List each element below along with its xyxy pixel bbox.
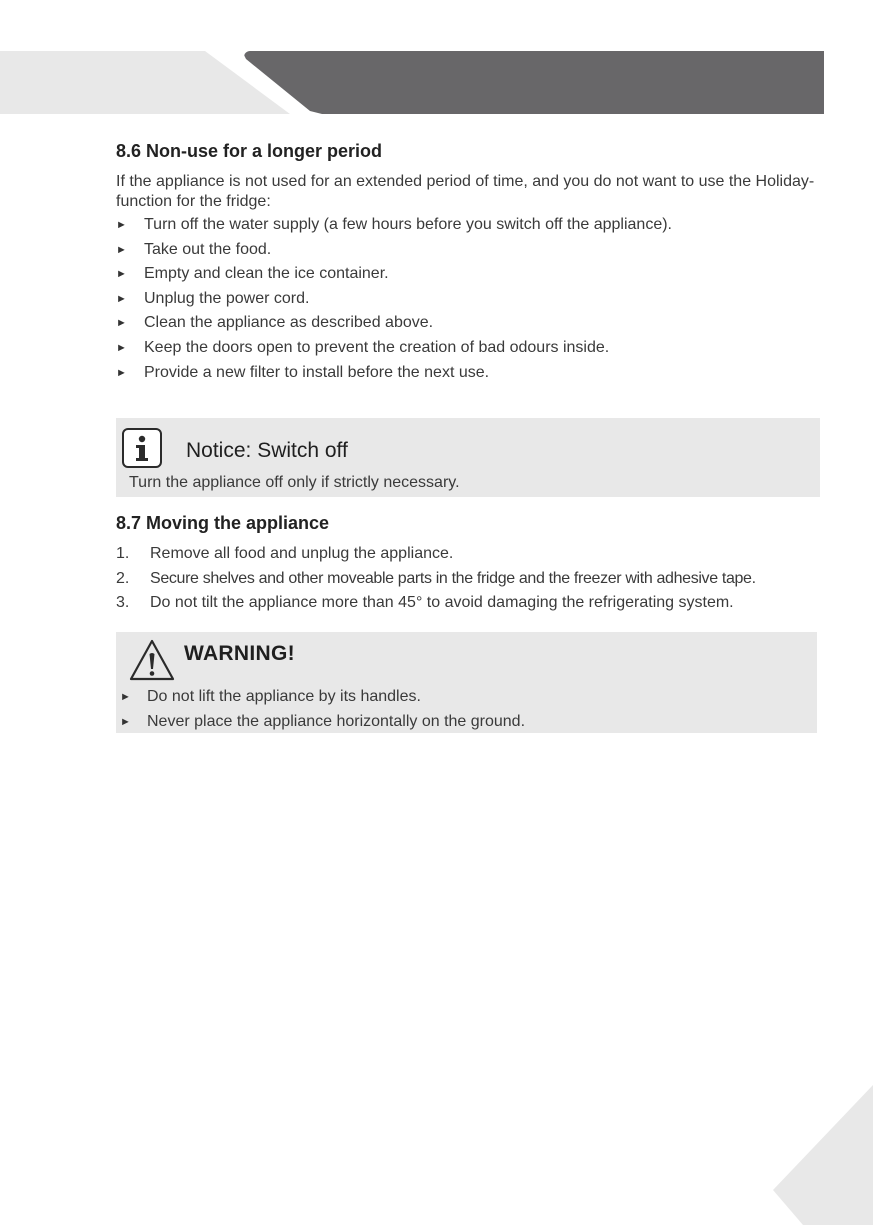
warning-bullet-list — [120, 686, 525, 735]
list-item: ► Provide a new filter to install before the next use. — [116, 362, 672, 387]
list-item: ► Take out the food. — [116, 239, 672, 264]
page-corner-decoration — [773, 1085, 873, 1225]
bullet-arrow-icon: ► — [116, 219, 127, 231]
info-icon — [122, 428, 162, 468]
bullet-arrow-icon: ► — [116, 366, 127, 379]
section-8-6-intro: If the appliance is not used for an extended period of time, and you do not want to use the Holiday-function for the fridge: — [116, 173, 815, 210]
notice-text: Turn the appliance off only if strictly necessary. — [129, 474, 460, 491]
section-8-6-bullet-list — [116, 214, 672, 386]
list-item: ► Turn off the water supply (a few hours before you switch off the appliance). — [116, 214, 672, 239]
section-8-7-step-list — [116, 543, 756, 617]
bullet-arrow-icon: ► — [116, 292, 127, 305]
bullet-arrow-icon: ► — [116, 268, 127, 281]
header-decoration-dark — [244, 51, 824, 114]
notice-title: Notice: Switch off — [186, 439, 348, 462]
list-item: 2. Secure shelves and other moveable parts in the fridge and the freezer with adhesive tape. — [116, 569, 756, 587]
list-item: ► Unplug the power cord. — [116, 288, 672, 313]
section-8-6-title: 8.6 Non-use for a longer period — [116, 141, 383, 161]
section-8-7-title: 8.7 Moving the appliance — [116, 513, 330, 533]
bullet-arrow-icon: ► — [120, 715, 131, 728]
warning-title: WARNING! — [184, 642, 295, 665]
warning-triangle-icon — [128, 638, 176, 682]
bullet-arrow-icon: ► — [116, 243, 127, 256]
list-item: 1. Remove all food and unplug the appliance. — [116, 545, 454, 562]
list-item: 3. Do not tilt the appliance more than 45° to avoid damaging the refrigerating system. — [116, 594, 734, 612]
notice-box — [116, 418, 820, 497]
bullet-arrow-icon: ► — [116, 341, 127, 354]
bullet-arrow-icon: ► — [116, 317, 127, 330]
list-item: ► Clean the appliance as described above. — [116, 312, 672, 337]
bullet-arrow-icon: ► — [120, 691, 131, 703]
list-item: ► Never place the appliance horizontally on the ground. — [120, 711, 525, 736]
list-item: ► Do not lift the appliance by its handles. — [120, 686, 525, 711]
list-item: ► Empty and clean the ice container. — [116, 263, 672, 288]
warning-box — [116, 632, 817, 733]
list-item: ► Keep the doors open to prevent the creation of bad odours inside. — [116, 337, 672, 362]
